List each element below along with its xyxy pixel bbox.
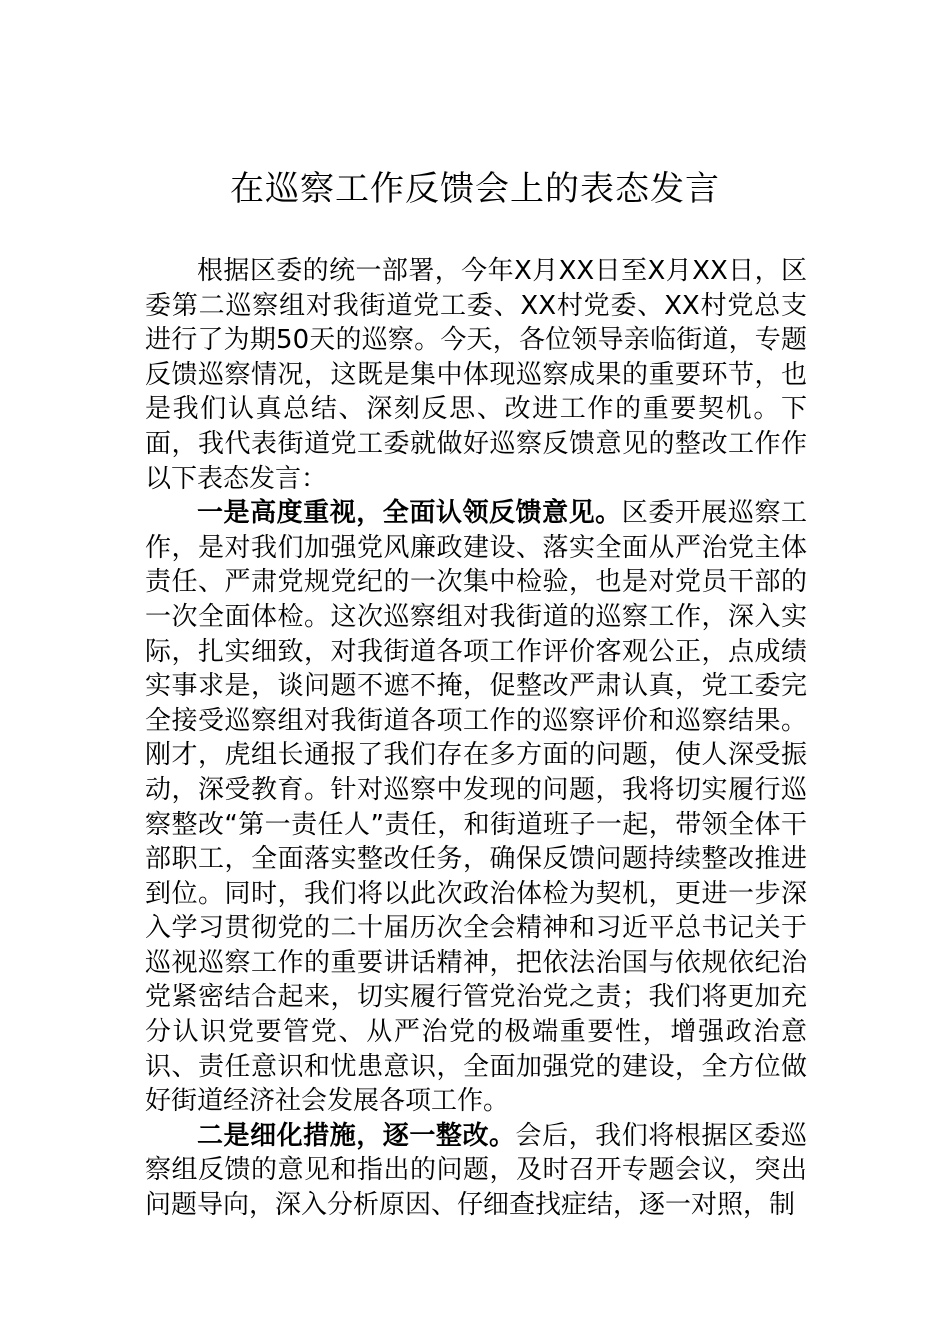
paragraph-point-one xyxy=(145,496,807,1119)
paragraph-text: 区委开展巡察工作，是对我们加强党风廉政建设、落实全面从严治党主体责任、严肃党规党纪的一次集中检验，也是对党员干部的一次全面体检。这次巡察组对我街道的巡察工作，深入实际，扎实细致，对我街道各项工作评价客观公正，点成绩实事求是，谈问题不遮不掩，促整改严肃认真，党工委完全接受巡察组对我街道各项工作的巡察评价和巡察结果。刚才，虎组长通报了我们存在多方面的问题，使人深受振动，深受教育。针对巡察中发现的问题，我将切实履行巡察整改“第一责任人”责任，和街道班子一起，带领全体干部职工，全面落实整改任务，确保反馈问题持续整改推进到位。同时，我们将以此次政治体检为契机，更进一步深入学习贯彻党的二十届历次全会精神和习近平总书记关于巡视巡察工作的重要讲话精神，把依法治国与依规依纪治党紧密结合起来，切实履行管党治党之责；我们将更加充分认识党要管党、从严治党的极端重要性，增强政治意识、责任意识和忧患意识，全面加强党的建设，全方位做好街道经济社会发展各项工作。 xyxy=(145,498,807,1117)
paragraph-lead: 一是高度重视，全面认领反馈意见。 xyxy=(197,498,622,529)
paragraph-point-two xyxy=(145,1119,807,1223)
paragraph-text: 会后，我们将根据区委巡察组反馈的意见和指出的问题，及时召开专题会议，突出问题导向，深入分析原因、仔细查找症结，逐一对照，制 xyxy=(145,1120,807,1221)
paragraph-text: 根据区委的统一部署，今年X月XX日至X月XX日，区委第二巡察组对我街道党工委、XX村党委、XX村党总支进行了为期50天的巡察。今天，各位领导亲临街道，专题反馈巡察情况，这既是集中体现巡察成果的重要环节，也是我们认真总结、深刻反思、改进工作的重要契机。下面，我代表街道党工委就做好巡察反馈意见的整改工作作以下表态发言： xyxy=(145,256,807,494)
document-body xyxy=(145,254,807,1223)
document-title: 在巡察工作反馈会上的表态发言 xyxy=(230,169,720,209)
paragraph-lead: 二是细化措施，逐一整改。 xyxy=(197,1120,516,1151)
paragraph-intro xyxy=(145,254,807,496)
